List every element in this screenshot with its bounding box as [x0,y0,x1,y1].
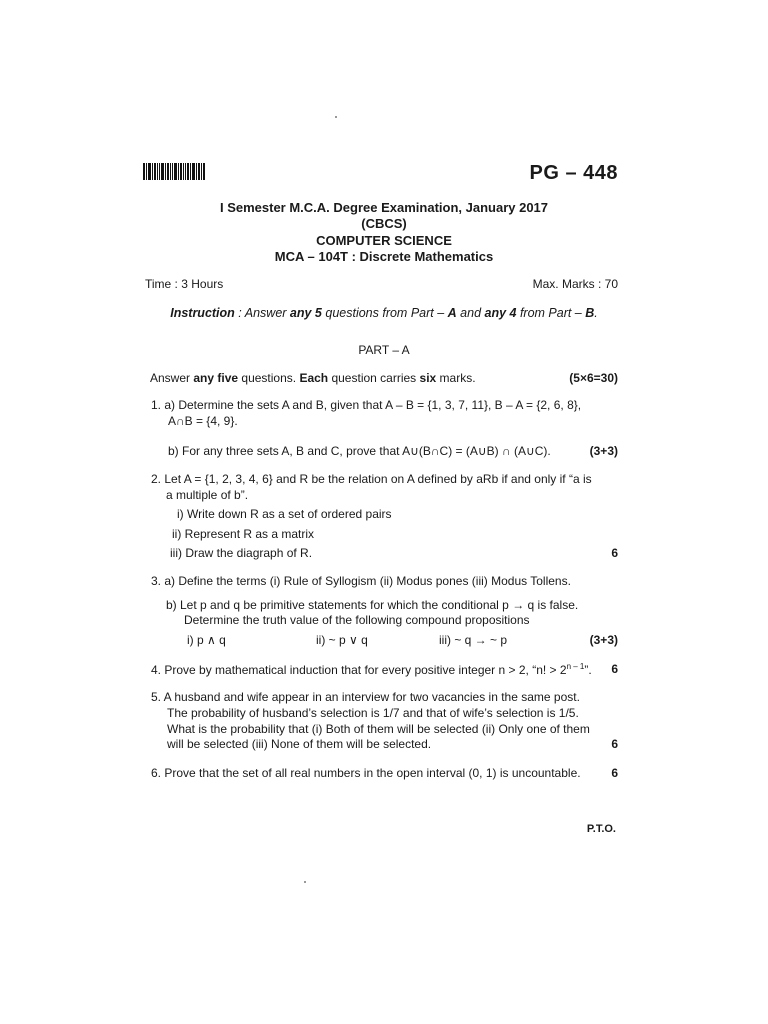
q4-line [151,662,592,677]
instruction-emph: A [447,306,457,320]
q4-text: 4. Prove by mathematical induction that for every positive integer n > 2, “n! > 2 [151,663,567,677]
instruction-label: Instruction [170,306,235,320]
instruction-text: : Answer [234,306,290,320]
q3-option-ii: ii) ~ p ∨ q [316,633,368,647]
course-title: MCA – 104T : Discrete Mathematics [274,249,494,264]
instruction-emph: any 5 [289,306,322,320]
q1-a-line2: A∩B = {4, 9}. [168,414,238,428]
max-marks: Max. Marks : 70 [532,277,618,291]
q3-marks: (3+3) [589,633,618,647]
q5-line4: will be selected (iii) None of them will be selected. [167,737,432,751]
q1-marks: (3+3) [589,444,618,458]
q3-a-line: 3. a) Define the terms (i) Rule of Syllogism (ii) Modus pones (iii) Modus Tollens. [151,574,571,588]
subject-title: COMPUTER SCIENCE [316,233,452,248]
q2-item-ii: ii) Represent R as a matrix [172,527,315,541]
part-a-total-marks: (5×6=30) [569,371,618,385]
q2-item-iii: iii) Draw the diagraph of R. [170,546,313,560]
q5-line3: What is the probability that (i) Both of them will be selected (ii) Only one of them [167,722,590,736]
q3-b-line1: b) Let p and q be primitive statements for which the conditional p → q is false. [166,598,579,612]
q2-line2: a multiple of b”. [166,488,249,502]
q5-line2: The probability of husband’s selection is 1/7 and that of wife’s selection is 1/5. [167,706,579,720]
instruction-emph: any 4 [484,306,517,320]
directive-text: Answer [150,371,194,385]
q4-exponent: n – 1 [566,662,585,671]
barcode [143,163,223,180]
directive-emph: any five [193,371,239,385]
exam-time: Time : 3 Hours [145,277,224,291]
q3-option-iii: iii) ~ q → ~ p [439,633,508,647]
instruction-emph: B [585,306,595,320]
q6-marks: 6 [611,766,618,780]
q3-option-i: i) p ∧ q [187,633,226,647]
paper-code: PG – 448 [529,162,618,184]
instruction [0,306,768,320]
q4-text-end: ”. [584,663,592,677]
q6-line: 6. Prove that the set of all real numbers in the open interval (0, 1) is uncountable. [151,766,581,780]
instruction-text: . [594,306,598,320]
instruction-text: from Part – [516,306,586,320]
q2-marks: 6 [611,546,618,560]
scan-speck [304,881,306,883]
directive-text: marks. [436,371,476,385]
part-a-heading: PART – A [358,343,410,357]
q5-line1: 5. A husband and wife appear in an interview for two vacancies in the same post. [151,690,580,704]
q1-b-line: b) For any three sets A, B and C, prove that A∪(B∩C) = (A∪B) ∩ (A∪C). [168,444,551,458]
directive-emph: Each [299,371,329,385]
q3-b-line2: Determine the truth value of the following compound propositions [184,613,530,627]
instruction-text: and [456,306,485,320]
scan-speck [335,116,337,118]
instruction-text: questions from Part – [321,306,448,320]
directive-text: questions. [238,371,300,385]
q1-a-line1: 1. a) Determine the sets A and B, given that A – B = {1, 3, 7, 11}, B – A = {2, 6, 8}, [151,398,582,412]
directive-text: question carries [328,371,420,385]
q5-marks: 6 [611,737,618,751]
directive-emph: six [419,371,437,385]
q4-marks: 6 [611,662,618,676]
q2-line1: 2. Let A = {1, 2, 3, 4, 6} and R be the relation on A defined by aRb if and only if “a is [151,472,592,486]
exam-scheme: (CBCS) [361,216,407,231]
part-a-directive [150,371,476,385]
q2-item-i: i) Write down R as a set of ordered pairs [177,507,392,521]
pto-label: P.T.O. [586,823,616,835]
exam-title: I Semester M.C.A. Degree Examination, January 2017 [219,200,549,215]
